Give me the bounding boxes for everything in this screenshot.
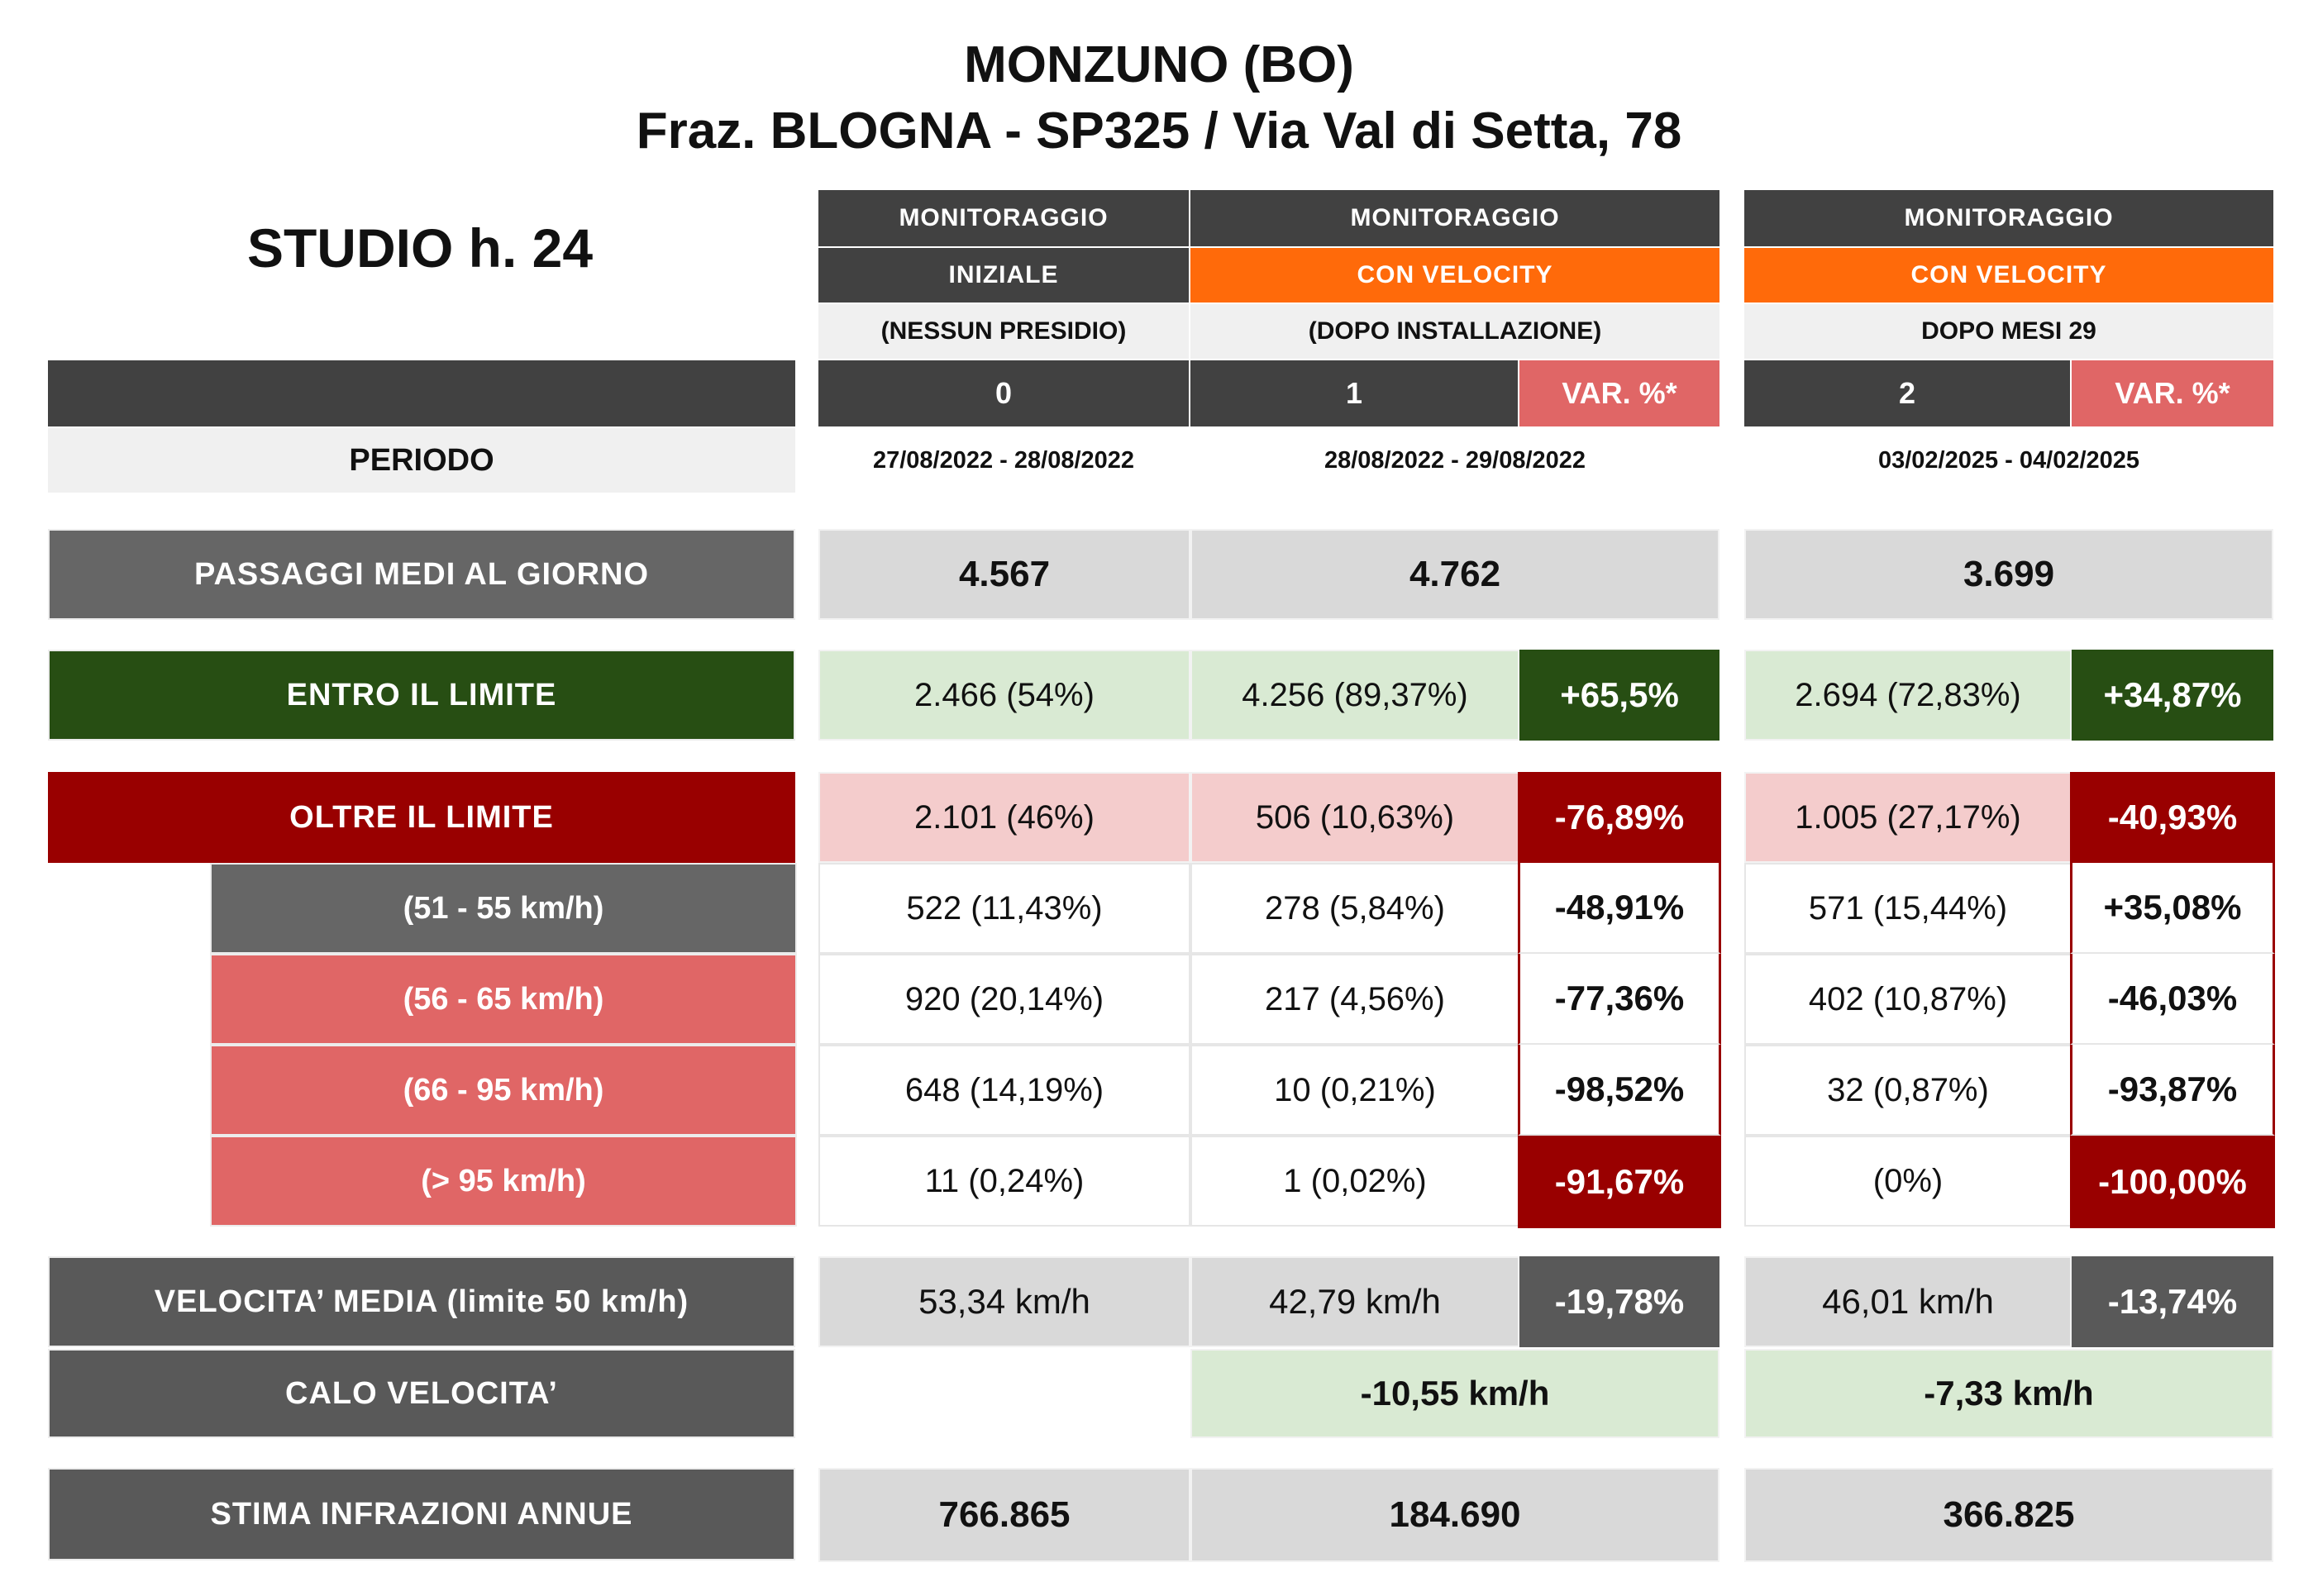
col1-index: 1	[1190, 360, 1518, 426]
oltre-var2: -40,93%	[2070, 772, 2275, 863]
entro-var2: +34,87%	[2072, 650, 2273, 741]
studio-label: STUDIO h. 24	[246, 217, 594, 279]
range-66-95-var2: -93,87%	[2070, 1045, 2275, 1136]
entro-c2: 2.694 (72,83%)	[1744, 650, 2072, 741]
range-66-95-c1: 10 (0,21%)	[1190, 1045, 1519, 1136]
velocita-label: VELOCITA’ MEDIA (limite 50 km/h)	[48, 1256, 795, 1347]
col2-var-header: VAR. %*	[2072, 360, 2273, 426]
entro-var1: +65,5%	[1519, 650, 1719, 741]
passaggi-label: PASSAGGI MEDI AL GIORNO	[48, 529, 795, 620]
label-header-bar	[48, 360, 795, 426]
range-over-95-var2: -100,00%	[2070, 1136, 2275, 1228]
calo-c1: -10,55 km/h	[1190, 1349, 1719, 1438]
col1-period: 28/08/2022 - 29/08/2022	[1324, 446, 1586, 474]
entro-label: ENTRO IL LIMITE	[48, 650, 795, 741]
stima-c2: 366.825	[1744, 1468, 2273, 1562]
range-56-65-c0: 920 (20,14%)	[818, 954, 1190, 1045]
calo-c2: -7,33 km/h	[1744, 1349, 2273, 1438]
passaggi-c1: 4.762	[1190, 529, 1719, 620]
oltre-label: OLTRE IL LIMITE	[48, 772, 795, 863]
range-51-55-label: (51 - 55 km/h)	[210, 863, 797, 954]
velocita-var2: -13,74%	[2072, 1256, 2273, 1347]
col2-header-top: MONITORAGGIO	[1744, 190, 2273, 246]
oltre-c0: 2.101 (46%)	[818, 772, 1190, 863]
periodo-label: PERIODO	[48, 428, 795, 493]
velocita-c0: 53,34 km/h	[818, 1256, 1190, 1347]
range-66-95-c2: 32 (0,87%)	[1744, 1045, 2072, 1136]
range-over-95-c2: (0%)	[1744, 1136, 2072, 1227]
col0-period: 27/08/2022 - 28/08/2022	[872, 446, 1135, 474]
velocita-c2: 46,01 km/h	[1744, 1256, 2072, 1347]
range-51-55-var1: -48,91%	[1518, 863, 1721, 954]
range-66-95-label: (66 - 95 km/h)	[210, 1045, 797, 1136]
range-over-95-c1: 1 (0,02%)	[1190, 1136, 1519, 1227]
col2-header-middle: CON VELOCITY	[1744, 248, 2273, 303]
range-56-65-c1: 217 (4,56%)	[1190, 954, 1519, 1045]
range-51-55-c2: 571 (15,44%)	[1744, 863, 2072, 954]
stima-c0: 766.865	[818, 1468, 1190, 1562]
col1-var-header: VAR. %*	[1519, 360, 1719, 426]
col1-header-sub: (DOPO INSTALLAZIONE)	[1190, 304, 1719, 359]
col0-header-sub: (NESSUN PRESIDIO)	[818, 304, 1189, 359]
range-over-95-c0: 11 (0,24%)	[818, 1136, 1190, 1227]
col0-header-top: MONITORAGGIO	[818, 190, 1189, 246]
range-51-55-c1: 278 (5,84%)	[1190, 863, 1519, 954]
range-over-95-label: (> 95 km/h)	[210, 1136, 797, 1227]
col1-header-top: MONITORAGGIO	[1190, 190, 1719, 246]
col1-header-middle: CON VELOCITY	[1190, 248, 1719, 303]
oltre-c1: 506 (10,63%)	[1190, 772, 1519, 863]
stima-c1: 184.690	[1190, 1468, 1719, 1562]
passaggi-c2: 3.699	[1744, 529, 2273, 620]
range-56-65-label: (56 - 65 km/h)	[210, 954, 797, 1045]
range-56-65-var2: -46,03%	[2070, 954, 2275, 1045]
col2-period: 03/02/2025 - 04/02/2025	[1877, 446, 2140, 474]
passaggi-c0: 4.567	[818, 529, 1190, 620]
range-56-65-c2: 402 (10,87%)	[1744, 954, 2072, 1045]
calo-label: CALO VELOCITA’	[48, 1349, 795, 1438]
range-66-95-c0: 648 (14,19%)	[818, 1045, 1190, 1136]
range-over-95-var1: -91,67%	[1518, 1136, 1721, 1228]
page-subtitle: Fraz. BLOGNA - SP325 / Via Val di Setta, 78	[636, 102, 1682, 160]
col0-header-middle: INIZIALE	[818, 248, 1189, 303]
range-56-65-var1: -77,36%	[1518, 954, 1721, 1045]
range-51-55-c0: 522 (11,43%)	[818, 863, 1190, 954]
entro-c0: 2.466 (54%)	[818, 650, 1190, 741]
entro-c1: 4.256 (89,37%)	[1190, 650, 1519, 741]
page-title: MONZUNO (BO)	[964, 36, 1354, 93]
stima-label: STIMA INFRAZIONI ANNUE	[48, 1468, 795, 1560]
range-66-95-var1: -98,52%	[1518, 1045, 1721, 1136]
col2-header-sub: DOPO MESI 29	[1744, 304, 2273, 359]
col2-index: 2	[1744, 360, 2070, 426]
velocita-var1: -19,78%	[1519, 1256, 1719, 1347]
oltre-c2: 1.005 (27,17%)	[1744, 772, 2072, 863]
velocita-c1: 42,79 km/h	[1190, 1256, 1519, 1347]
range-51-55-var2: +35,08%	[2070, 863, 2275, 954]
oltre-var1: -76,89%	[1518, 772, 1721, 863]
col0-index: 0	[818, 360, 1189, 426]
